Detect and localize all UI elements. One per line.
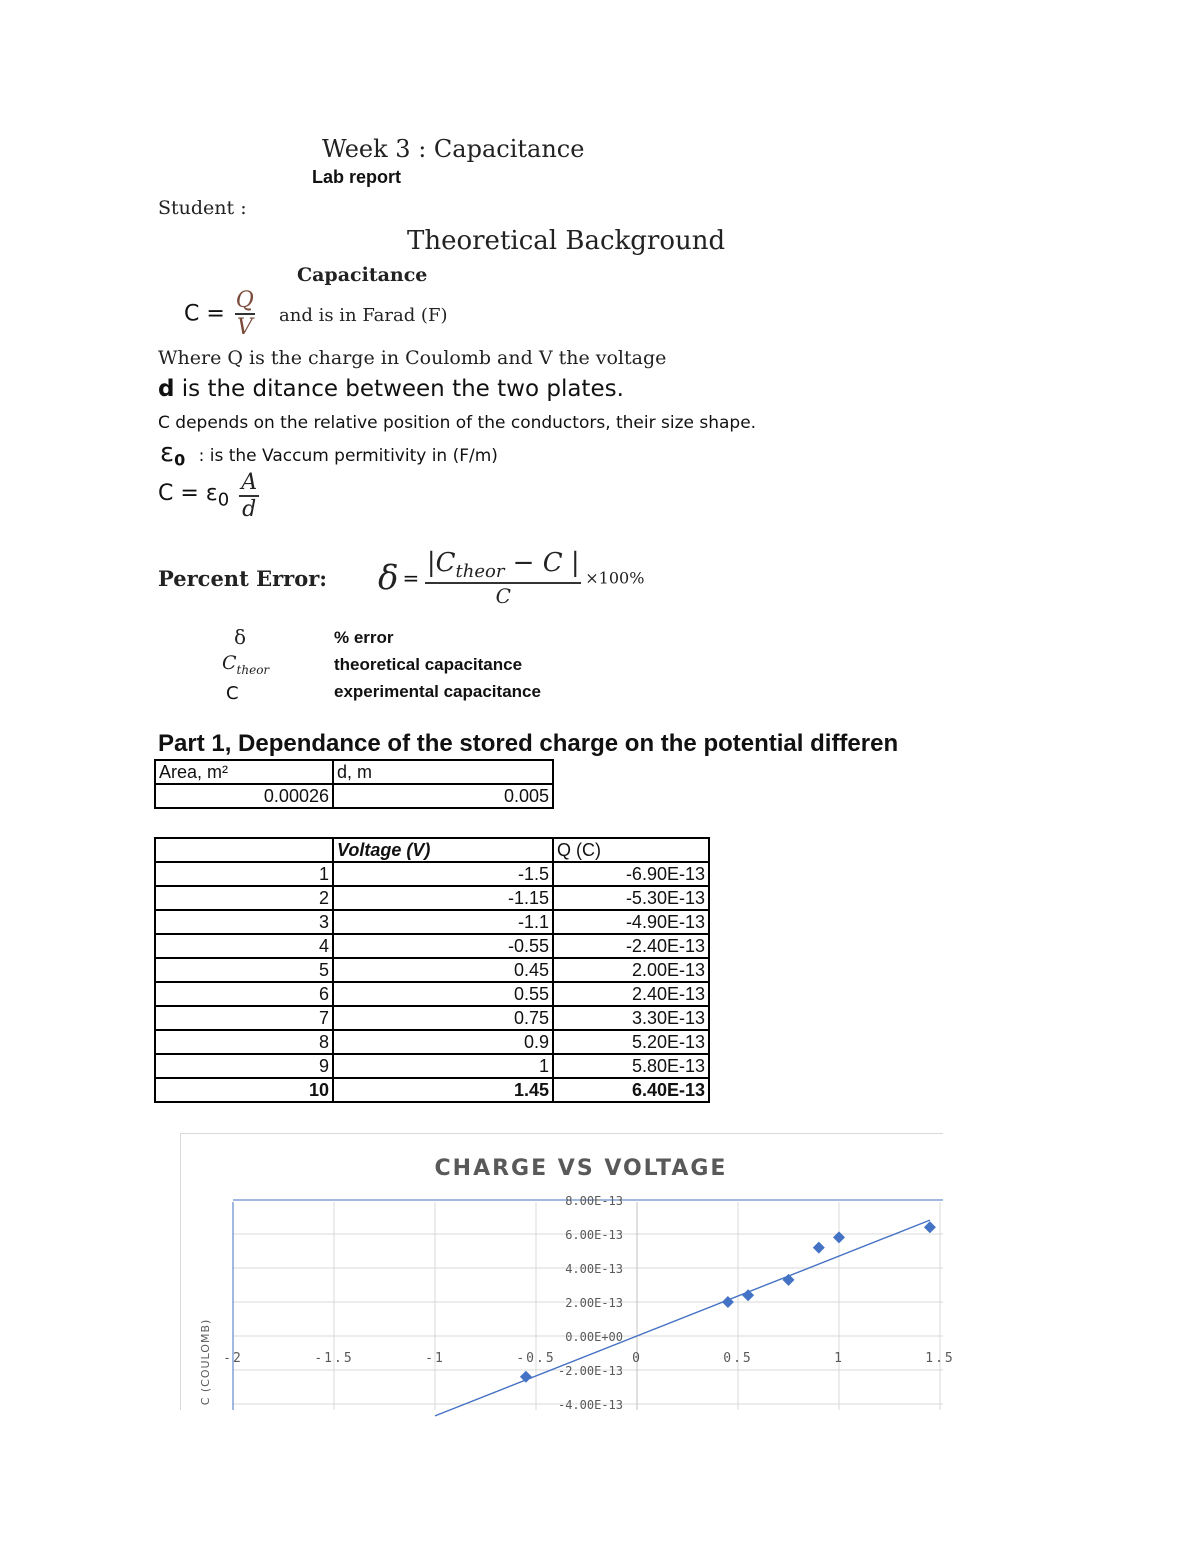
params-table <box>154 759 554 809</box>
table-row <box>155 910 709 934</box>
farad-text: and is in Farad (F) <box>279 305 448 326</box>
cell-index: 7 <box>155 1006 333 1030</box>
table-header-index <box>155 838 333 862</box>
table-row <box>155 1078 709 1102</box>
cell-voltage: 1.45 <box>333 1078 553 1102</box>
cell-charge: 6.40E-13 <box>553 1078 709 1102</box>
student-label: Student : <box>158 197 247 219</box>
table-header-charge: Q (C) <box>553 838 709 862</box>
table-row <box>155 862 709 886</box>
legend-symbol-ctheor: $C_{theor}$ <box>222 652 270 677</box>
cell-charge: 2.00E-13 <box>553 958 709 982</box>
cell-index: 10 <box>155 1078 333 1102</box>
depends-text: C depends on the relative position of the conductors, their size shape. <box>158 413 757 433</box>
percent-error-label: Percent Error: <box>158 566 328 591</box>
legend-symbol-delta: δ <box>234 625 247 649</box>
cell-index: 6 <box>155 982 333 1006</box>
cell-voltage: 0.9 <box>333 1030 553 1054</box>
x-tick-label: 1 <box>834 1351 844 1366</box>
cell-charge: 5.80E-13 <box>553 1054 709 1078</box>
cell-index: 1 <box>155 862 333 886</box>
y-tick-label: 6.00E-13 <box>565 1228 623 1242</box>
doc-subtitle: Lab report <box>312 167 402 187</box>
cell-charge: -4.90E-13 <box>553 910 709 934</box>
data-point <box>813 1242 825 1254</box>
chart-title: CHARGE VS VOLTAGE <box>434 1156 728 1181</box>
table-row <box>155 1054 709 1078</box>
data-point <box>833 1231 845 1243</box>
trendline <box>435 1220 930 1416</box>
data-point <box>924 1221 936 1233</box>
y-tick-label: -2.00E-13 <box>557 1364 623 1378</box>
table-row <box>155 886 709 910</box>
cell-charge: 3.30E-13 <box>553 1006 709 1030</box>
data-table <box>154 837 710 1103</box>
cell-charge: 2.40E-13 <box>553 982 709 1006</box>
cell-index: 5 <box>155 958 333 982</box>
cell-voltage: -0.55 <box>333 934 553 958</box>
legend-desc-experimental: experimental capacitance <box>334 682 541 701</box>
cell-voltage: -1.1 <box>333 910 553 934</box>
cell-index: 4 <box>155 934 333 958</box>
cell-charge: -2.40E-13 <box>553 934 709 958</box>
section-heading: Theoretical Background <box>407 226 726 256</box>
cell-charge: 5.20E-13 <box>553 1030 709 1054</box>
doc-title: Week 3 : Capacitance <box>322 135 585 163</box>
legend-symbol-c: C <box>226 683 239 704</box>
percent-error-formula: δ = $\frac{|C_{theor} - C |}{C}$ ×100% <box>378 548 645 609</box>
cell-index: 8 <box>155 1030 333 1054</box>
formula-c-eps-a-over-d: $C = \varepsilon_0$ $\frac{A}{d}$ <box>158 470 259 522</box>
epsilon-text: $\varepsilon_0$ : is the Vaccum permitivity in (F/m) <box>160 438 498 470</box>
y-tick-label: 8.00E-13 <box>565 1194 623 1208</box>
x-tick-label: 0.5 <box>723 1351 753 1366</box>
cell-index: 9 <box>155 1054 333 1078</box>
table-row <box>155 1030 709 1054</box>
x-tick-label: -0.5 <box>516 1351 556 1366</box>
data-point <box>783 1274 795 1286</box>
cell-voltage: -1.15 <box>333 886 553 910</box>
table-row <box>155 982 709 1006</box>
section-subheading: Capacitance <box>297 264 428 286</box>
y-tick-label: -4.00E-13 <box>557 1398 623 1412</box>
table-row <box>155 934 709 958</box>
y-tick-label: 2.00E-13 <box>565 1296 623 1310</box>
x-tick-label: 0 <box>632 1351 642 1366</box>
cell-voltage: 0.45 <box>333 958 553 982</box>
table-row <box>155 958 709 982</box>
params-value-d: 0.005 <box>333 784 553 808</box>
params-header-d: d, m <box>333 760 553 784</box>
cell-voltage: -1.5 <box>333 862 553 886</box>
charge-vs-voltage-chart <box>181 1134 955 1412</box>
table-header-voltage: Voltage (V) <box>333 838 553 862</box>
cell-charge: -6.90E-13 <box>553 862 709 886</box>
where-text: Where Q is the charge in Coulomb and V the voltage <box>158 347 667 369</box>
params-value-area: 0.00026 <box>155 784 333 808</box>
y-tick-label: 0.00E+00 <box>565 1330 623 1344</box>
cell-voltage: 0.75 <box>333 1006 553 1030</box>
x-tick-label: -1 <box>425 1351 445 1366</box>
chart-container <box>180 1133 955 1412</box>
cell-index: 3 <box>155 910 333 934</box>
table-row <box>155 1006 709 1030</box>
cell-charge: -5.30E-13 <box>553 886 709 910</box>
legend-desc-theoretical: theoretical capacitance <box>334 655 523 674</box>
distance-text: d is the ditance between the two plates. <box>158 376 624 402</box>
x-tick-label: -1.5 <box>314 1351 354 1366</box>
y-axis-label: C (COULOMB) <box>199 1318 212 1406</box>
cell-index: 2 <box>155 886 333 910</box>
y-tick-label: 4.00E-13 <box>565 1262 623 1276</box>
formula-c-q-over-v: C = $\frac{Q}{V}$ <box>184 288 254 340</box>
part1-title: Part 1, Dependance of the stored charge on the potential differen <box>158 730 899 757</box>
cell-voltage: 1 <box>333 1054 553 1078</box>
x-tick-label: -2 <box>223 1351 243 1366</box>
x-tick-label: 1.5 <box>925 1351 955 1366</box>
legend-desc-error: % error <box>334 628 394 647</box>
cell-voltage: 0.55 <box>333 982 553 1006</box>
params-header-area: Area, m² <box>155 760 333 784</box>
